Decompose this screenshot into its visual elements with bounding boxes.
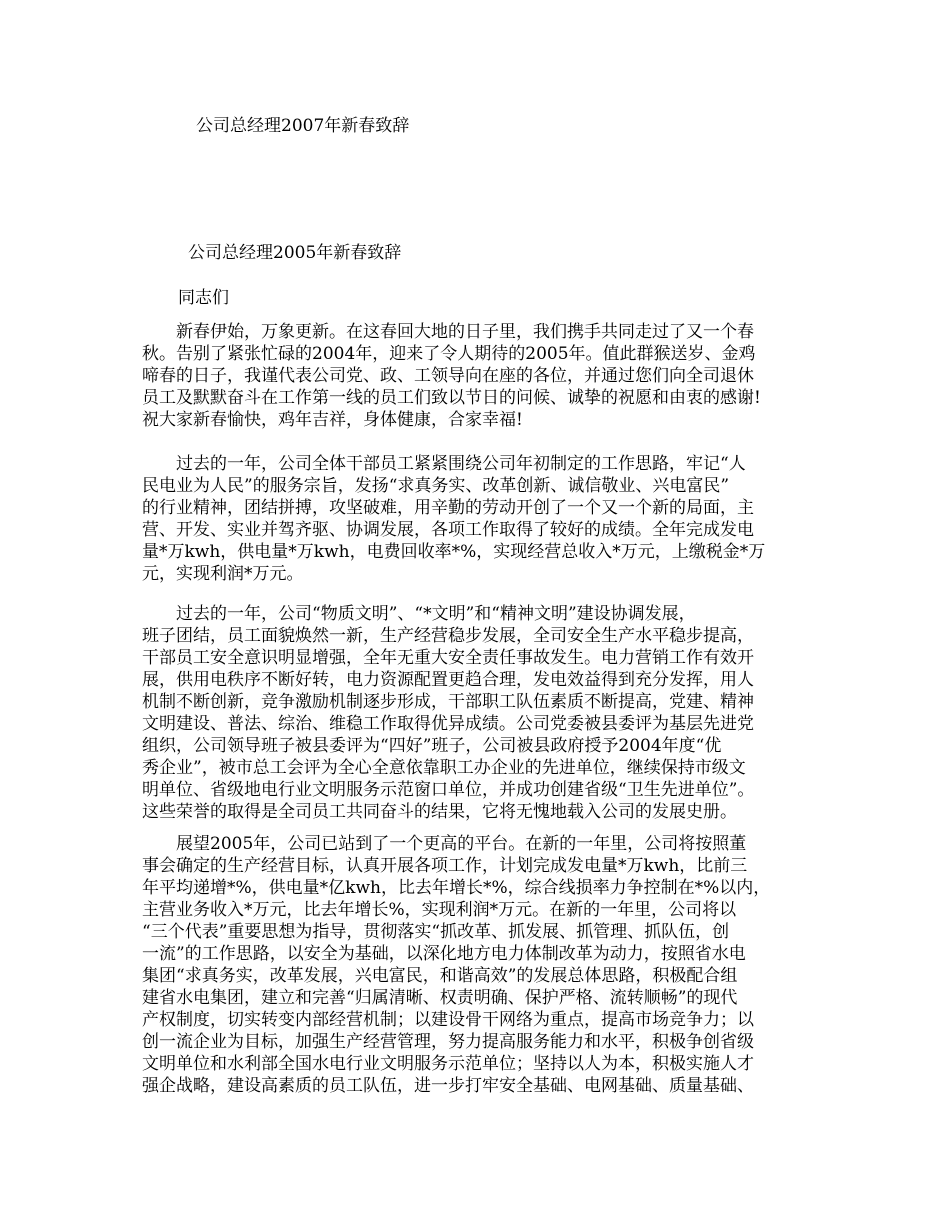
- paragraph-line: 年平均递增*%，供电量*亿kwh，比去年增长*%，综合线损率力争控制在*%以内，: [142, 878, 771, 898]
- paragraph-line: 员工及默默奋斗在工作第一线的员工们致以节日的问候、诚挚的祝愿和由衷的感谢!: [142, 388, 761, 408]
- paragraph-3: [142, 603, 832, 823]
- paragraph-line: 强企战略，建设高素质的员工队伍，进一步打牢安全基础、电网基础、质量基础、: [142, 1076, 754, 1096]
- paragraph-line: 的行业精神，团结拼搏，攻坚破难，用辛勤的劳动开创了一个又一个新的局面，主: [142, 498, 754, 518]
- paragraph-line: 建省水电集团，建立和完善“归属清晰、权责明确、保护严格、流转顺畅”的现代: [142, 988, 738, 1008]
- paragraph-line: 主营业务收入*万元，比去年增长%，实现利润*万元。在新的一年里，公司将以: [142, 900, 737, 920]
- paragraph-2: [142, 453, 832, 585]
- paragraph-line: 文明建设、普法、综治、维稳工作取得优异成绩。公司党委被县委评为基层先进党: [142, 714, 754, 734]
- document-title-2007: 公司总经理2007年新春致辞: [196, 116, 410, 136]
- paragraph-line: 秋。告别了紧张忙碌的2004年，迎来了令人期待的2005年。值此群猴送岁、金鸡: [142, 344, 756, 364]
- paragraph-line: 过去的一年，公司“物质文明”、“*文明”和“精神文明”建设协调发展，: [142, 604, 696, 624]
- paragraph-line: 展望2005年，公司已站到了一个更高的平台。在新的一年里，公司将按照董: [142, 834, 747, 854]
- paragraph-line: 创一流企业为目标，加强生产经营管理，努力提高服务能力和水平，积极争创省级: [142, 1032, 754, 1052]
- paragraph-line: 展，供用电秩序不断好转，电力资源配置更趋合理，发电效益得到充分发挥，用人: [142, 670, 754, 690]
- paragraph-line: 明单位、省级地电行业文明服务示范窗口单位，并成功创建省级“卫生先进单位”。: [142, 780, 755, 800]
- paragraph-line: 量*万kwh，供电量*万kwh，电费回收率*%，实现经营总收入*万元，上缴税金*万: [142, 542, 766, 562]
- paragraph-line: 秀企业”，被市总工会评为全心全意依靠职工办企业的先进单位，继续保持市级文: [142, 758, 746, 778]
- paragraph-line: 这些荣誉的取得是全司员工共同奋斗的结果，它将无愧地载入公司的发展史册。: [142, 802, 737, 822]
- paragraph-line: 产权制度，切实转变内部经营机制；以建设骨干网络为重点，提高市场竞争力；以: [142, 1010, 754, 1030]
- paragraph-line: 集团“求真务实，改革发展，兴电富民，和谐高效”的发展总体思路，积极配合组: [142, 966, 738, 986]
- paragraph-line: 文明单位和水利部全国水电行业文明服务示范单位；坚持以人为本，积极实施人才: [142, 1054, 754, 1074]
- paragraph-line: 过去的一年，公司全体干部员工紧紧围绕公司年初制定的工作思路，牢记“人: [142, 454, 746, 474]
- document-title-2005: 公司总经理2005年新春致辞: [188, 243, 402, 263]
- paragraph-line: 祝大家新春愉快，鸡年吉祥，身体健康，合家幸福!: [142, 410, 523, 430]
- paragraph-line: 班子团结，员工面貌焕然一新，生产经营稳步发展，全司安全生产水平稳步提高，: [142, 626, 754, 646]
- paragraph-line: 营、开发、实业并驾齐驱、协调发展，各项工作取得了较好的成绩。全年完成发电: [142, 520, 754, 540]
- salutation: 同志们: [178, 288, 229, 308]
- paragraph-4: [142, 833, 832, 1097]
- paragraph-line: 组织，公司领导班子被县委评为“四好”班子，公司被县政府授予2004年度“优: [142, 736, 722, 756]
- paragraph-line: 干部员工安全意识明显增强，全年无重大安全责任事故发生。电力营销工作有效开: [142, 648, 754, 668]
- paragraph-line: 机制不断创新，竞争激励机制逐步形成，干部职工队伍素质不断提高，党建、精神: [142, 692, 754, 712]
- paragraph-line: “三个代表”重要思想为指导，贯彻落实“抓改革、抓发展、抓管理、抓队伍，创: [142, 922, 730, 942]
- paragraph-1: [142, 321, 832, 431]
- paragraph-line: 一流”的工作思路，以安全为基础，以深化地方电力体制改革为动力，按照省水电: [142, 944, 746, 964]
- paragraph-line: 啼春的日子，我谨代表公司党、政、工领导向在座的各位，并通过您们向全司退休: [142, 366, 754, 386]
- paragraph-line: 事会确定的生产经营目标，认真开展各项工作，计划完成发电量*万kwh，比前三: [142, 856, 748, 876]
- paragraph-line: 新春伊始，万象更新。在这春回大地的日子里，我们携手共同走过了又一个春: [142, 322, 754, 342]
- paragraph-line: 元，实现利润*万元。: [142, 564, 304, 584]
- paragraph-line: 民电业为人民”的服务宗旨，发扬“求真务实、改革创新、诚信敬业、兴电富民”: [142, 476, 730, 496]
